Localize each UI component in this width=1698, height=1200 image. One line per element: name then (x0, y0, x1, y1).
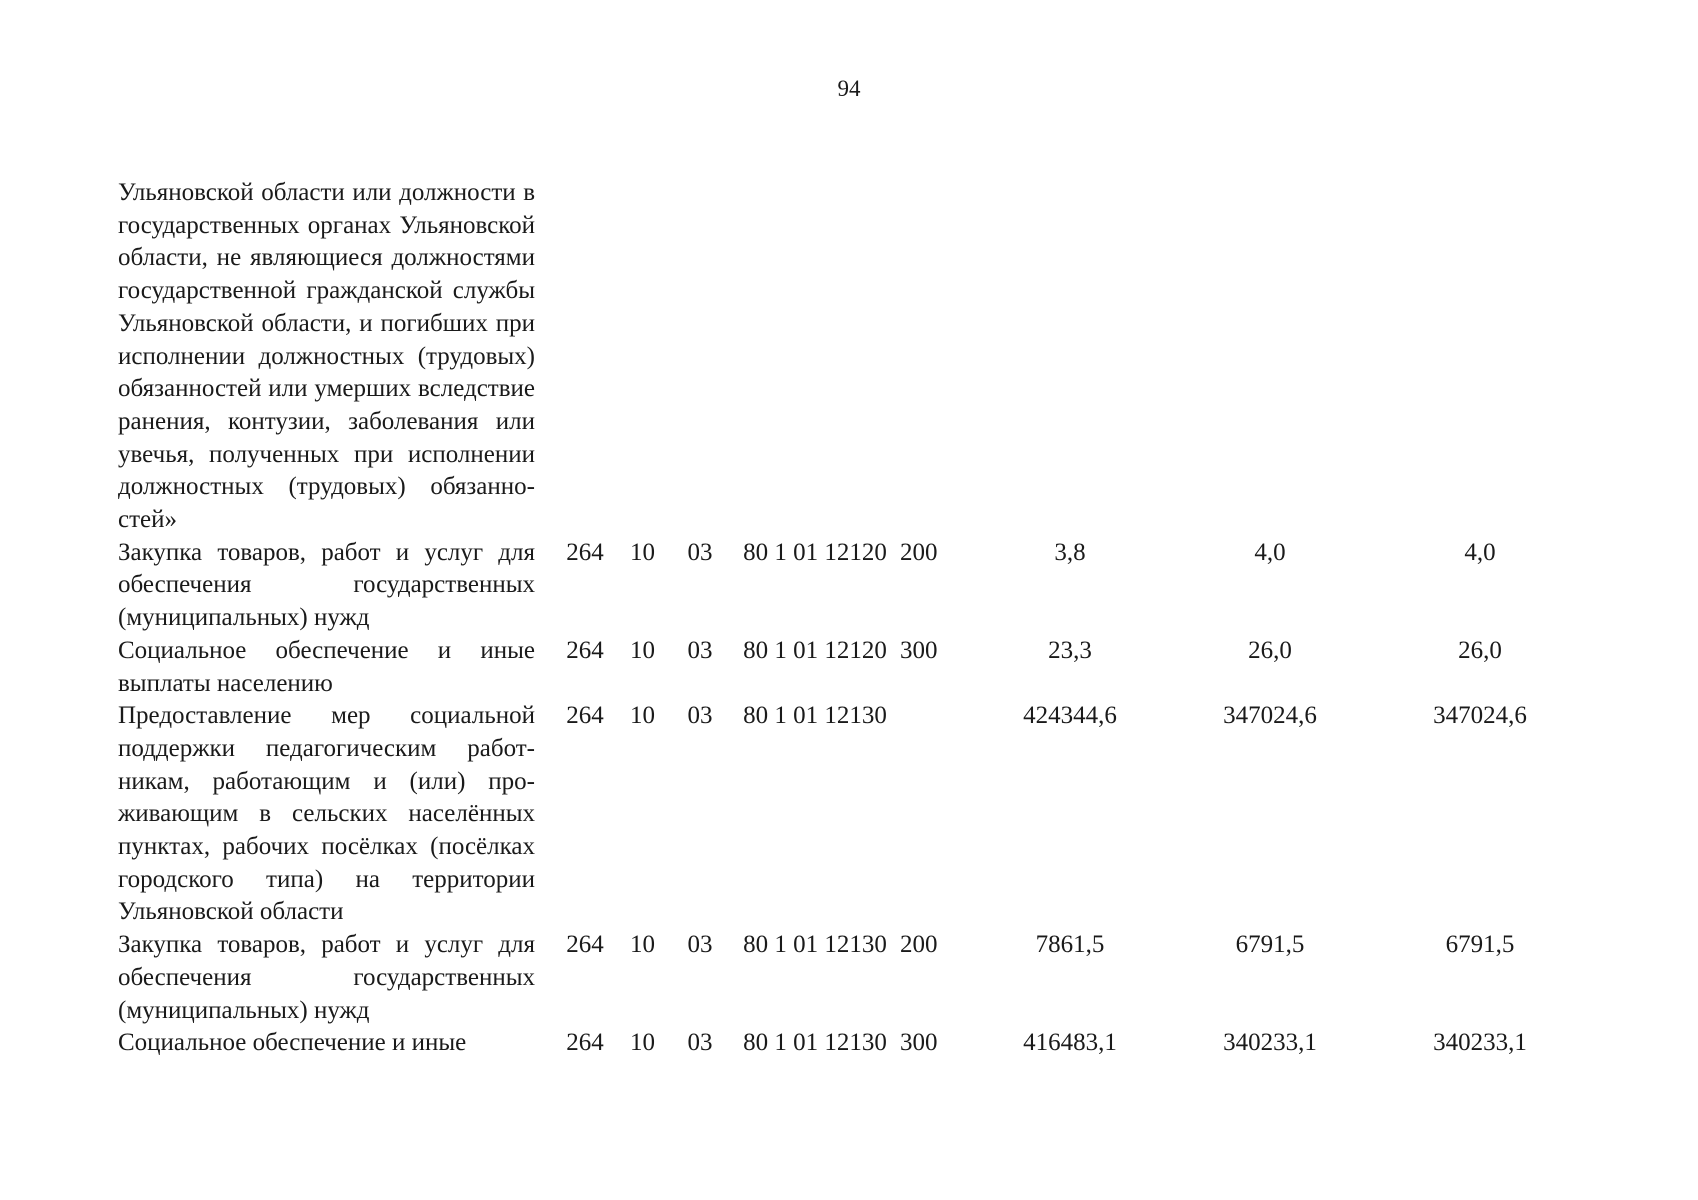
row-ved: 264 (566, 538, 604, 566)
budget-table (118, 177, 1585, 1060)
row-ved: 264 (566, 636, 604, 664)
row-year3-sum: 6791,5 (1445, 931, 1515, 959)
row-pr: 03 (687, 702, 713, 730)
row-year2-sum: 6791,5 (1235, 931, 1305, 959)
row-name: Социальное обеспечение и иные выплаты населению (118, 636, 535, 697)
row-rz (615, 177, 670, 537)
row-pr: 03 (687, 636, 713, 664)
row-name: Социальное обеспечение и иные (118, 1029, 467, 1057)
row-vr: 200 (900, 538, 938, 566)
row-year2-sum: 4,0 (1254, 538, 1286, 566)
row-rz: 10 (630, 702, 655, 730)
column-gap (535, 1027, 555, 1060)
row-csr: 80 1 01 12130 (743, 931, 887, 959)
table-row (118, 635, 1585, 700)
row-ved (555, 177, 615, 537)
row-name: Закупка товаров, работ и услуг для обеспечения государственных (муниципальных) нужд (118, 931, 535, 1024)
row-vr: 200 (900, 931, 938, 959)
row-rz: 10 (630, 636, 655, 664)
row-vr (900, 177, 975, 537)
column-gap (535, 929, 555, 1027)
row-csr (730, 177, 900, 537)
row-vr (900, 700, 975, 929)
row-csr: 80 1 01 12130 (743, 1029, 887, 1057)
row-year3-sum (1375, 177, 1585, 537)
row-rz: 10 (630, 538, 655, 566)
row-csr: 80 1 01 12120 (743, 538, 887, 566)
row-pr: 03 (687, 931, 713, 959)
row-csr: 80 1 01 12130 (743, 702, 887, 730)
row-pr: 03 (687, 1029, 713, 1057)
table-row (118, 1027, 1585, 1060)
row-year3-sum: 347024,6 (1433, 702, 1527, 730)
table-row (118, 700, 1585, 929)
row-year1-sum: 424344,6 (1023, 702, 1117, 730)
row-year2-sum: 26,0 (1248, 636, 1292, 664)
budget-table-body (118, 177, 1585, 1060)
page-number: 94 (837, 76, 861, 101)
row-name: Предоставление мер социальной поддержки педагогическим работникам, работающим и (или) проживающим в сельских населённых пунктах, рабочих посёлках (посёлках городского типа) на территории Ульяновской области (118, 702, 535, 926)
row-ved: 264 (566, 1029, 604, 1057)
table-row (118, 537, 1585, 635)
row-year1-sum (975, 177, 1165, 537)
row-vr: 300 (900, 636, 938, 664)
row-year2-sum: 340233,1 (1223, 1029, 1317, 1057)
row-rz: 10 (630, 931, 655, 959)
column-gap (535, 177, 555, 537)
row-ved: 264 (566, 931, 604, 959)
column-gap (535, 537, 555, 635)
row-year1-sum: 3,8 (1054, 538, 1086, 566)
row-year1-sum: 23,3 (1048, 636, 1092, 664)
row-csr: 80 1 01 12120 (743, 636, 887, 664)
row-year1-sum: 7861,5 (1035, 931, 1105, 959)
row-year2-sum: 347024,6 (1223, 702, 1317, 730)
row-vr: 300 (900, 1029, 938, 1057)
row-rz: 10 (630, 1029, 655, 1057)
row-year3-sum: 340233,1 (1433, 1029, 1527, 1057)
column-gap (535, 635, 555, 700)
table-row (118, 929, 1585, 1027)
row-year3-sum: 4,0 (1464, 538, 1496, 566)
row-year2-sum (1165, 177, 1375, 537)
table-row (118, 177, 1585, 537)
row-year3-sum: 26,0 (1458, 636, 1502, 664)
row-ved: 264 (566, 702, 604, 730)
row-name: Закупка товаров, работ и услуг для обеспечения государственных (муниципальных) нужд (118, 538, 535, 632)
column-gap (535, 700, 555, 929)
row-pr: 03 (687, 538, 713, 566)
row-pr (670, 177, 730, 537)
row-year1-sum: 416483,1 (1023, 1029, 1117, 1057)
row-name: Ульяновской области или должности в государственных органах Ульяновской области, не являющиеся должностями государственной гражданской службы Ульяновской области, и погибших при исполнении должностных (трудовых) обязанностей или умерших вследствие ранения, контузии, заболевания или увечья, полученных при исполнении должностных (трудовых) обязанностей» (118, 179, 535, 534)
